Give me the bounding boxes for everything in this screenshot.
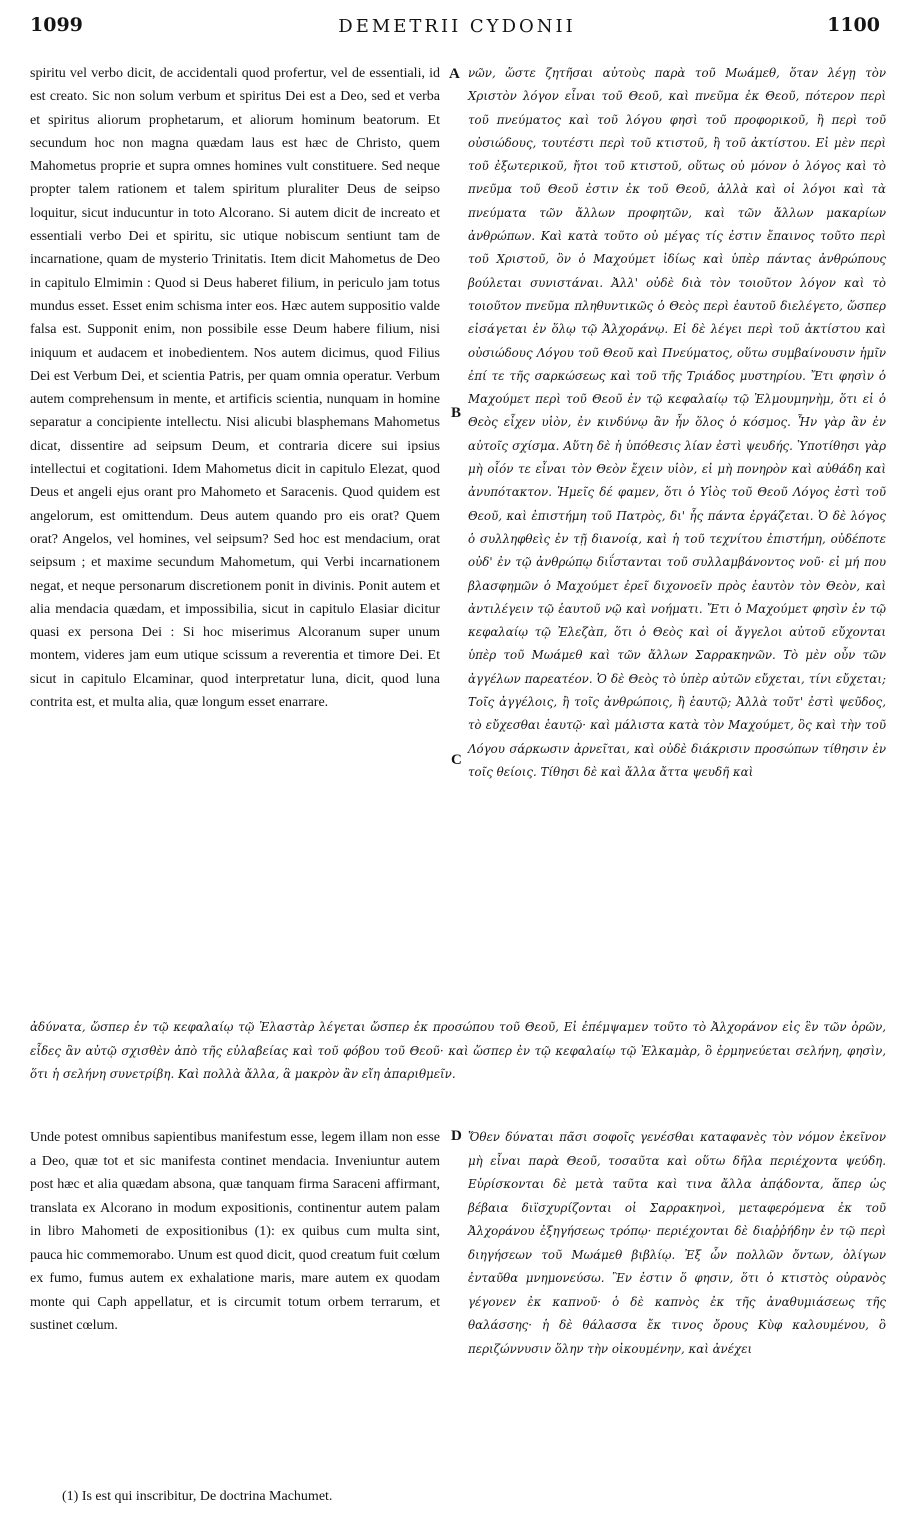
greek-column-top: νῶν, ὥστε ζητῆσαι αὐτοὺς παρὰ τοῦ Μωάμεθ, ὅταν λέγῃ τὸν Χριστὸν λόγον εἶναι τοῦ Θεοῦ, καὶ πνεῦμα ἐκ Θεοῦ, πότερον περὶ τοῦ πνεύματος καὶ τοῦ λόγου φησὶ τοῦ προφορικοῦ, ἢ περὶ τοῦ οὐσιώδους, τουτέστι περὶ τοῦ κτιστοῦ, ἢ τοῦ ἀκτίστου. Εἰ μὲν περὶ τοῦ ἐξωτερικοῦ, ἤτοι τοῦ κτιστοῦ, οὕτως οὐ μόνον ὁ λόγος καὶ τὸ πνεῦμα τοῦ Θεοῦ ἐστιν ἐκ τοῦ Θεοῦ, ἀλλὰ καὶ οἱ λόγοι καὶ τὰ πνεύματα τῶν ἄλλων προφητῶν, καὶ τῶν ἄλλων μακαρίων ἀνθρώπων. Καὶ κατὰ τοῦτο οὐ μέγας τίς ἐστιν ἔπαινος τοῦτο περὶ τοῦ Χριστοῦ, ὃν ὁ Μαχούμετ ἰδίως καὶ ὑπὲρ πάντας ἀνθρώπους βούλεται συνιστάναι. Ἀλλ' οὐδὲ διὰ τὸν τοιοῦτον λόγον καὶ τὸ τοιοῦτον πνεῦμα πληθυντικῶς ὁ Θεὸς περὶ ἑαυτοῦ διελέγετο, ὥσπερ εἰσάγεται ἐν ὅλῳ τῷ Ἀλχοράνῳ. Εἰ δὲ λέγει περὶ τοῦ ἀκτίστου καὶ οὐσιώδους Λόγου τοῦ Θεοῦ καὶ Πνεύματος, οὕτω συμβαίνουσιν ἡμῖν ἐπί τε τῆς σαρκώσεως καὶ τοῦ τῆς Τριάδος μυστηρίου. Ἔτι φησὶν ὁ Μαχούμετ περὶ τοῦ Θεοῦ ἐν τῷ κεφαλαίῳ τῷ Ἐλμουμηνὴμ, ὅτι εἰ ὁ Θεὸς εἶχεν υἱὸν, ἐν κινδύνῳ ἂν ἦν ὅλος ὁ κόσμος. Ἦν γὰρ ἂν ἐν αὐτοῖς σχίσμα. Αὕτη δὲ ἡ ὑπόθεσις λίαν ἐστὶ ψευδής. Ὑποτίθησι γὰρ μὴ οἷόν τε εἶναι τὸν Θεὸν ἔχειν υἱὸν, εἰ μὴ πονηρὸν καὶ αὐθάδη καὶ ἀνυπότακτον. Ἡμεῖς δέ φαμεν, ὅτι ὁ Υἱὸς τοῦ Θεοῦ Λόγος ἐστὶ τοῦ Θεοῦ, καὶ ἐπιστήμη τοῦ Πατρὸς, δι' ἧς πάντα ἐργάζεται. Ὁ δὲ λόγος ὁ συλληφθεὶς ἐν τῇ διανοίᾳ, καὶ ἡ τοῦ τεχνίτου ἐπιστήμη, οὐδέποτε οὐδ' ἐν τῷ ἀνθρώπῳ διΐστανται τοῦ συλλαμβάνοντος νοῦ· εἰ μή που βλασφημῶν ὁ Μαχούμετ ἐρεῖ διχονοεῖν πρὸς ἑαυτὸν τὸν Θεὸν, καὶ ἀντιλέγειν τῷ ἑαυτοῦ νῷ καὶ νοήματι. Ἔτι ὁ Μαχούμετ φησὶν ἐν τῷ κεφαλαίῳ τῷ Ἐλεζὰπ, ὅτι ὁ Θεὸς καὶ οἱ ἄγγελοι αὐτοῦ εὔχονται ὑπὲρ τοῦ Μωάμεθ καὶ τῶν ἄλλων Σαρρακηνῶν. Τὸ μὲν οὖν τῶν ἀγγέλων παρεατέον. Ὁ δὲ Θεὸς τὸ ὑπὲρ αὐτῶν εὔχεται, τίνι εὔχεται; Τοῖς ἀγγέλοις, ἢ τοῖς ἀνθρώποις, ἢ ἑαυτῷ; Ἀλλὰ τοῦτ' ἐστὶ ψεῦδος, τὸ εὔχεσθαι ἑαυτῷ· καὶ μάλιστα κατὰ τὸν Μαχούμετ, ὃς καὶ τὴν τοῦ Λόγου σάρκωσιν ἀρνεῖται, καὶ οὐδὲ διάκρισιν προσώπων τίθησιν ἐν τοῖς θείοις. Τίθησι δὲ καὶ ἄλλα ἄττα ψευδῆ καὶ [468, 66, 886, 779]
greek-full-width-paragraph: ἀδύνατα, ὥσπερ ἐν τῷ κεφαλαίῳ τῷ Ἐλαστὰρ λέγεται ὥσπερ ἐκ προσώπου τοῦ Θεοῦ, Εἰ ἐπέμψαμεν τοῦτο τὸ Ἀλχοράνον εἰς ἓν τῶν ὀρῶν, εἶδες ἂν αὐτῷ σχισθὲν ἀπὸ τῆς εὐλαβείας καὶ τοῦ φόβου τοῦ Θεοῦ· καὶ ὥσπερ ἐν τῷ κεφαλαίῳ τῷ Ἐλκαμὰρ, ὃ ἑρμηνεύεται σελήνη, φησὶν, ὅτι ἡ σελήνη συνετρίβη. Καὶ πολλὰ ἄλλα, ἃ μακρὸν ἂν εἴη ἀπαριθμεῖν. [30, 1020, 886, 1081]
footnote: (1) Is est qui inscribitur, De doctrina Machumet. [62, 1489, 333, 1504]
margin-marker-d: D [451, 1128, 462, 1144]
greek-column-bottom: Ὅθεν δύναται πᾶσι σοφοῖς γενέσθαι καταφανὲς τὸν νόμον ἐκεῖνον μὴ εἶναι παρὰ Θεοῦ, τοσαῦτα καὶ οὕτω δῆλα περιέχοντα ψεύδη. Εὑρίσκονται δὲ μετὰ ταῦτα καὶ τινα ἄλλα ἀπᾴδοντα, ἅπερ ὡς βέβαια διϊσχυρίζονται οἱ Σαρρακηνοὶ, μεταφερόμενα ἐκ τοῦ Ἀλχοράνου ἐξηγήσεως τρόπῳ· περιέχονται δὲ διαῤῥήδην ἐν τῷ περὶ διηγήσεων τοῦ Μωάμεθ βιβλίῳ. Ἐξ ὧν πολλῶν ὄντων, ὀλίγων ἐνταῦθα μνημονεύσω. Ἓν ἐστιν ὅ φησιν, ὅτι ὁ κτιστὸς οὐρανὸς γέγονεν ἐκ καπνοῦ· ὁ δὲ καπνὸς ἐκ τῆς ἀναθυμιάσεως τῆς θαλάσσης· ἡ δὲ θάλασσα ἔκ τινος ὄρους Κὺφ καλουμένου, ὃ περιζώννυσιν ὅλην τὴν οἰκουμένην, καὶ ἀνέχει [468, 1130, 886, 1356]
latin-column-top: spiritu vel verbo dicit, de accidentali quod profertur, vel de essentiali, id est creato. Sic non solum verbum et spiritus Dei est a Deo, sed et verba et spiritus aliorum prophetarum, et aliorum hominum beatorum. Et secundum hoc non magna quædam laus est hæc de Christo, quem Mahometus proprie et supra omnes homines vult constituere. Sed neque propter talem rationem et talem spiritum pluraliter Deus de seipso loquitur, sicut inducuntur in toto Alcorano. Si autem dicit de increato et essentiali verbo Dei et spiritu, sic utique nobiscum sentiunt tam de incarnatione, quam de mysterio Trinitatis. Item dicit Mahometus de Deo in capitulo Elmimin : Quod si Deus haberet filium, in periculo jam totus mundus esset. Esset enim schisma inter eos. Hæc autem suppositio valde falsa est. Supponit enim, non possibile esse Deum habere filium, nisi iniquum et audacem et inobedientem. Nos autem dicimus, quod Filius Dei est Verbum Dei, et scientia Patris, per quam omnia operatur. Verbum autem comprehensum in mente, et artificis scientia, nunquam in homine separatur a concipiente intellectu. Nisi alicubi blasphemans Mahometus dicat, dissentire ad seipsum Deum, et contraria dicere sui ipsius intellectui et cogitationi. Idem Mahometus dicit in capitulo Elezat, quod Deus et angeli ejus orant pro Mahometo et Saracenis. Quod quidem est angelorum, est omittendum. Deus autem quando pro eis orat? Quem orat? Angelos, vel homines, vel seipsum? Sed hoc est mendacium, orat seipsum ; et maxime secundum Mahometum, qui Verbi incarnationem negat, et neque personarum discretionem ponit in divinis. Ponit autem et alia mendacia quædam, et impossibilia, sicut in capitulo Elasiar dicitur quasi ex persona Dei : Si hoc miserimus Alcoranum super unum montem, videres jam eum utique scissum a reverentia et timore Dei. Et sicut in capitulo Elcaminar, quod interpretatur luna, dicit, quod luna contrita est, et multa alia, quæ longum esset enarrare. [30, 66, 440, 711]
margin-marker-b: B [451, 405, 462, 421]
running-title: DEMETRII CYDONII [338, 16, 576, 37]
page-number-left: 1099 [30, 14, 83, 36]
page-number-right: 1100 [827, 14, 880, 36]
latin-column-bottom: Unde potest omnibus sapientibus manifestum esse, legem illam non esse a Deo, quæ tot et sic manifesta continet mendacia. Inveniuntur autem post hæc et alia quædam absona, quæ tanquam firma Saraceni affirmant, translata ex Alcorano in modum expositionis, continentur autem palam in libro Mahometi de expositionibus (1): ex quibus cum multa sint, pauca hic commemorabo. Unum est quod dicit, quod creatum fuit cœlum ex fumo, fumus autem ex exhalatione maris, mare autem ex quodam monte qui Caph appellatur, et is circumit totum orbem terrarum, et sustinet cœlum. [30, 1130, 440, 1333]
margin-marker-c: C [451, 752, 462, 768]
page-header [0, 14, 914, 54]
margin-marker-a: A [449, 66, 460, 82]
